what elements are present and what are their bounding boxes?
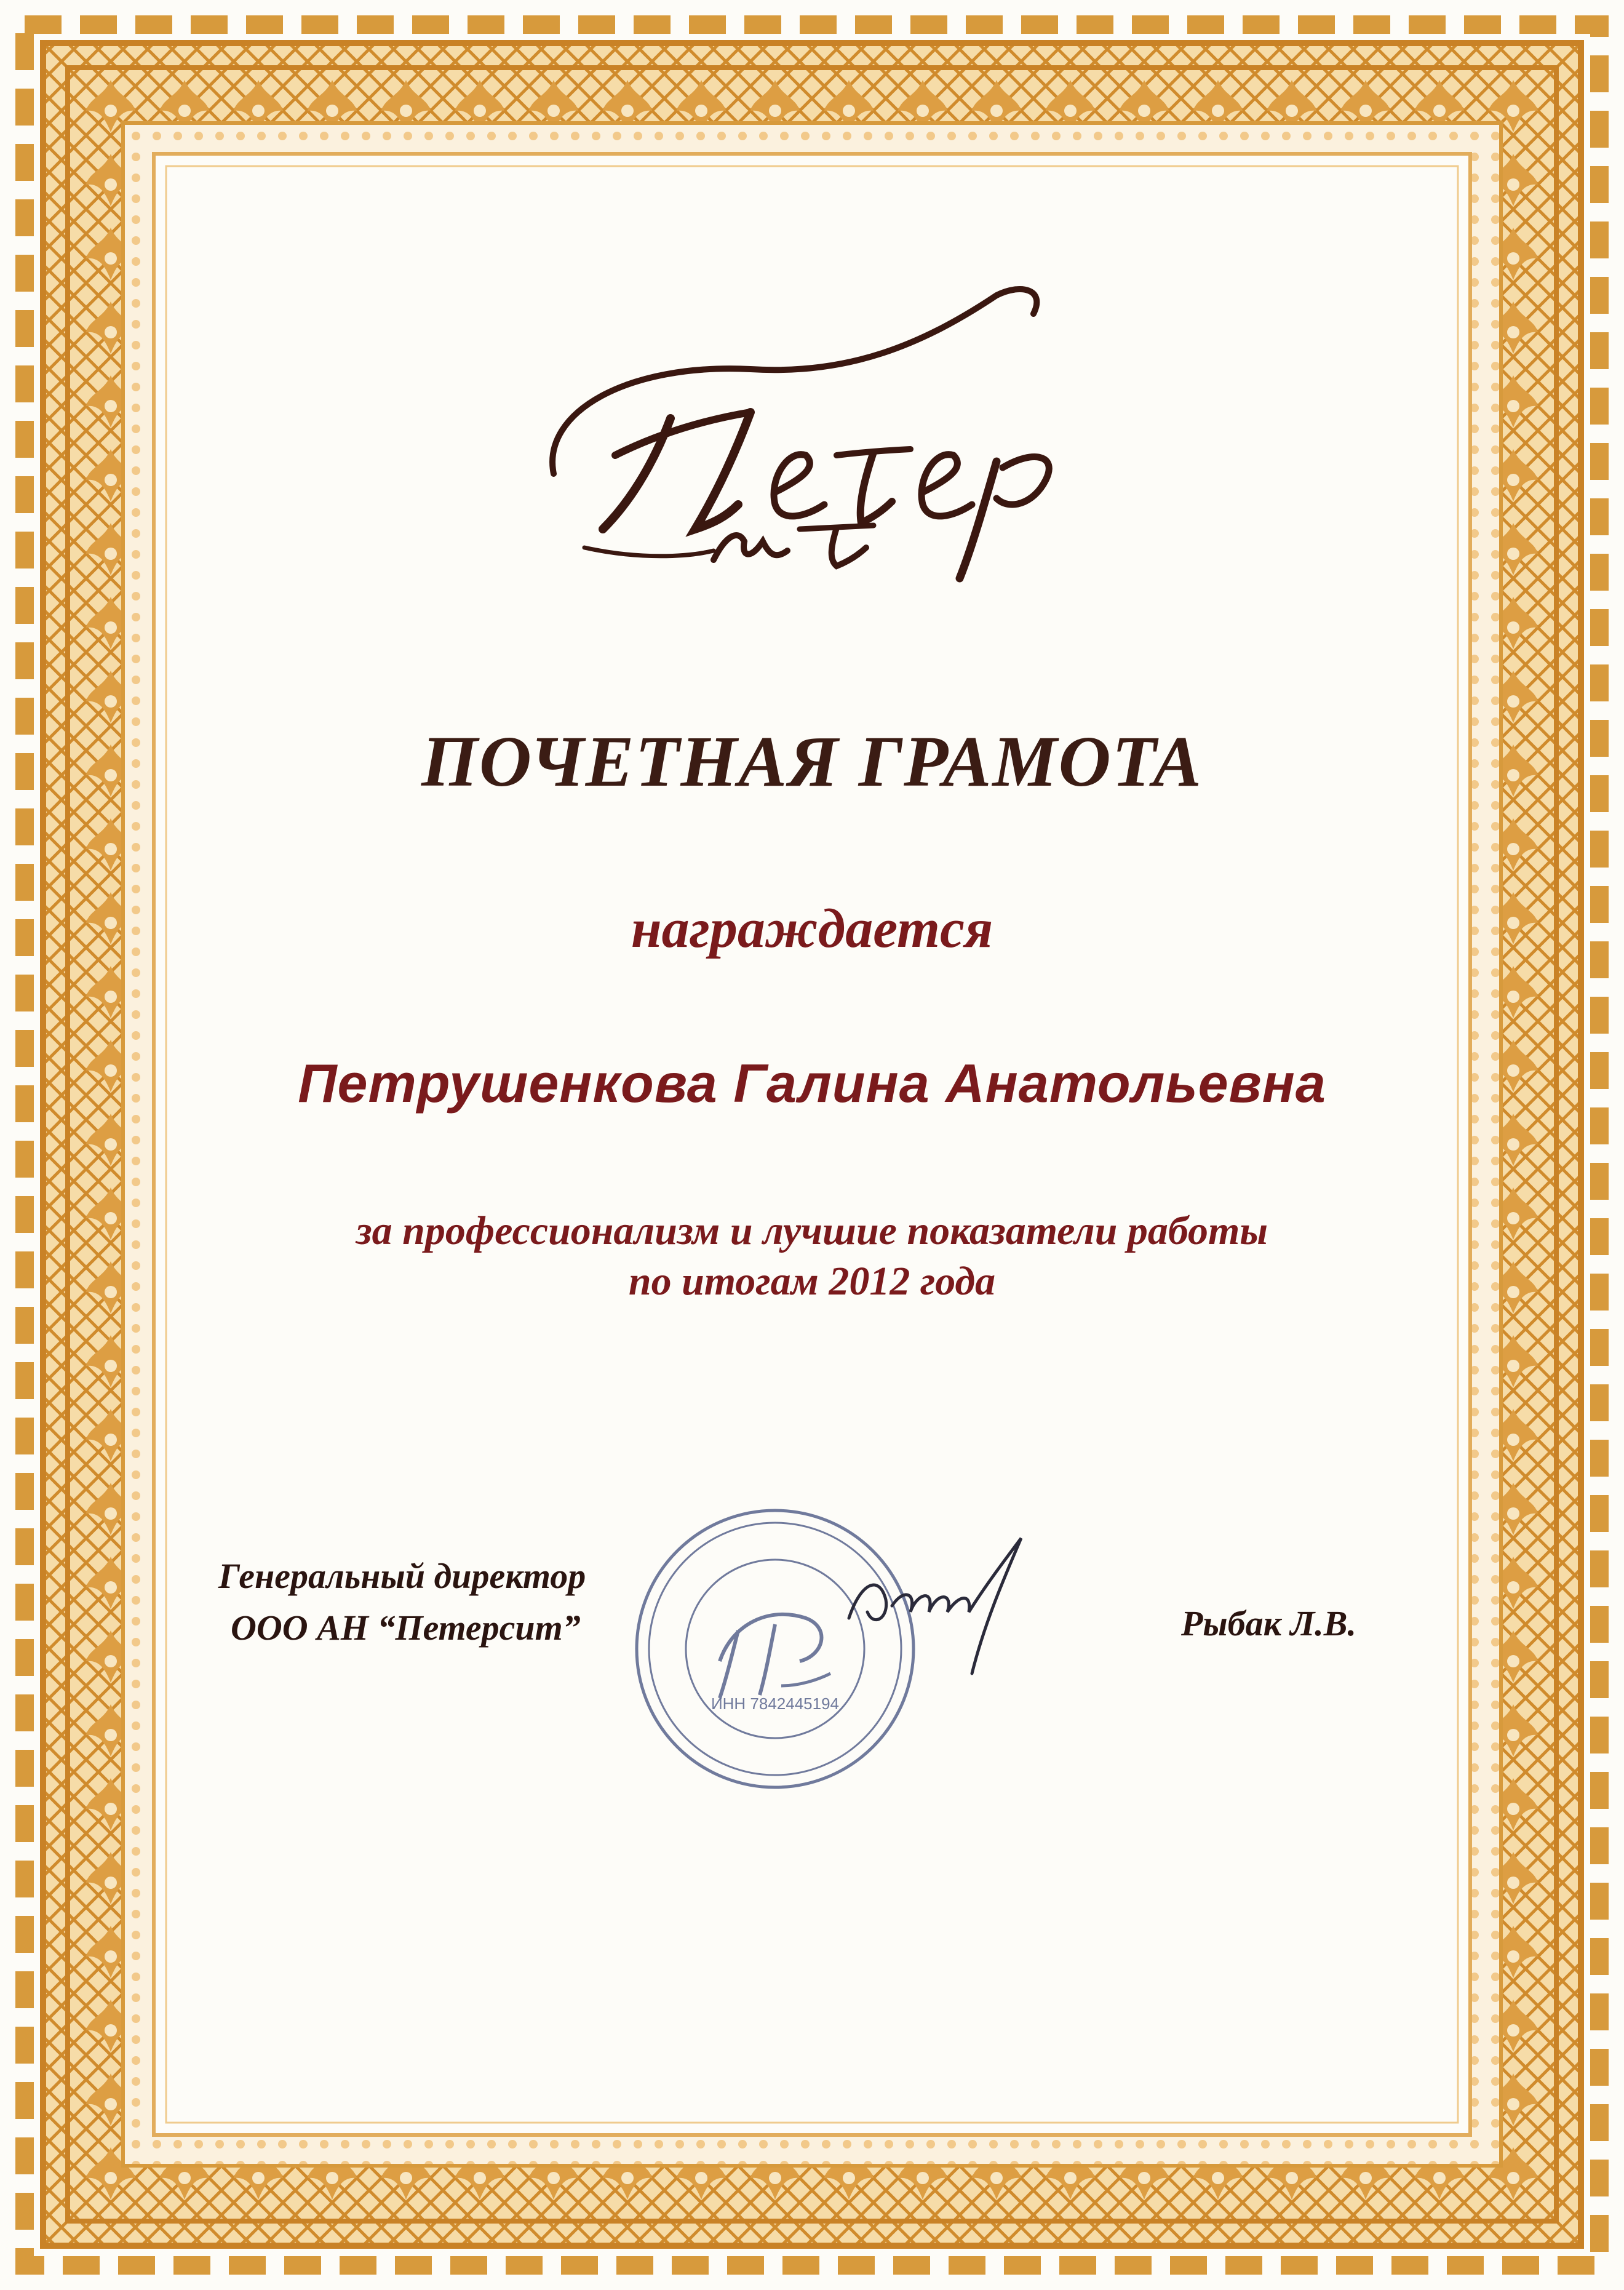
stamp-inn: ИНН 7842445194: [710, 1694, 840, 1713]
signer-position: [218, 1550, 586, 1654]
signer-name: Рыбак Л.В.: [1181, 1603, 1356, 1643]
recipient-name: Петрушенкова Галина Анатольевна: [298, 1053, 1326, 1114]
peter-sit-logo: [529, 271, 1144, 591]
awarded-label: награждается: [631, 898, 993, 959]
certificate-title: ПОЧЕТНАЯ ГРАМОТА: [421, 721, 1203, 802]
award-reason-line1: за профессионализм и лучшие показатели работы: [356, 1208, 1268, 1253]
position-line2: ООО АН “Петерсит”: [231, 1608, 581, 1648]
award-reason-line2: по итогам 2012 года: [628, 1259, 996, 1304]
award-reason: [0, 1206, 1624, 1307]
handwritten-signature: [837, 1526, 1083, 1686]
position-line1: Генеральный директор: [218, 1556, 586, 1596]
